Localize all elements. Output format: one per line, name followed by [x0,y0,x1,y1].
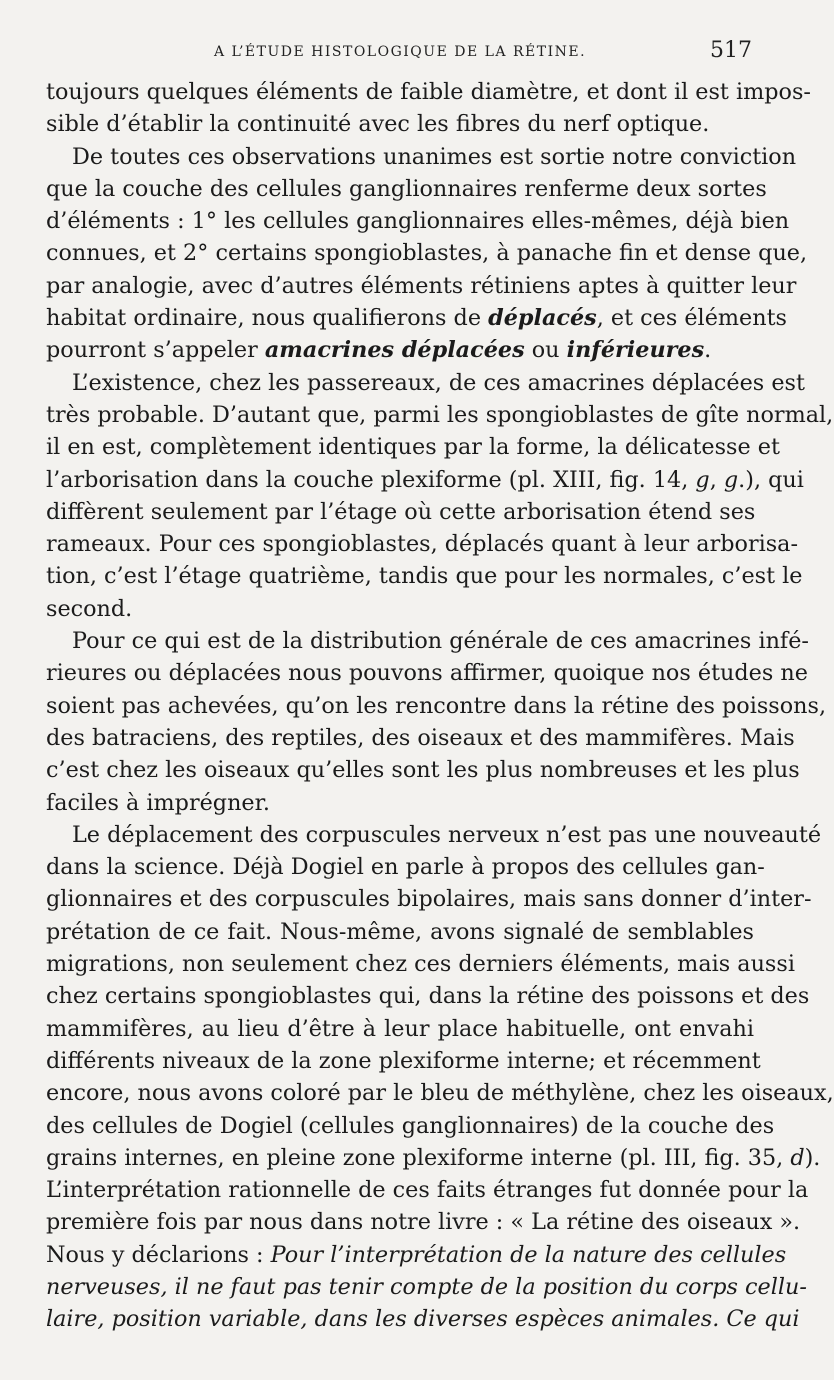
text-run: faciles à imprégner. [46,789,270,816]
text-run: que la couche des cellules ganglionnaires renferme deux sortes [46,175,767,202]
text-run: Nous y déclarions : [46,1241,271,1268]
text-line [46,690,827,722]
text-run: d’éléments : 1° les cellules ganglionnaires elles-mêmes, déjà bien [46,208,790,235]
text-run: il en est, complètement identiques par la forme, la délicatesse et [46,434,780,461]
text-run: prétation de ce fait. Nous-même, avons signalé de semblables [46,918,754,945]
text-line [46,237,808,269]
paragraph [46,76,811,141]
text-run: toujours quelques éléments de faible diamètre, et dont il est impos- [46,79,811,105]
text-line [46,1110,775,1142]
text-run: Le déplacement des corpuscules nerveux n’est pas une nouveauté [72,821,822,848]
text-run: , et ces éléments [596,305,787,332]
text-line [46,334,754,366]
text-line [46,948,795,980]
text-line [46,851,765,883]
text-run: Pour ce qui est de la distribution générale de ces amacrines infé- [72,628,809,655]
text-line [46,1142,821,1174]
emphasis-text: nerveuses, il ne faut pas tenir compte de la position du corps cellu- [46,1273,807,1300]
text-run: De toutes ces observations unanimes est sortie notre conviction [72,143,797,170]
text-run: pourront s’appeler [46,337,265,364]
text-line [46,1303,800,1335]
text-run: L’existence, chez les passereaux, de ces amacrines déplacées est [72,369,805,396]
paragraph [46,367,834,625]
text-line [46,399,834,431]
text-line [46,1045,761,1077]
text-run: ). [804,1144,821,1171]
running-header [46,38,754,66]
text-run: rameaux. Pour ces spongioblastes, déplacés quant à leur arborisa- [46,531,799,558]
text-run: l’arborisation dans la couche plexiforme (pl. XIII, fig. 14, [46,466,696,493]
text-run: tion, c’est l’étage quatrième, tandis que pour les normales, c’est le [46,563,803,590]
text-line [46,173,767,205]
paragraph [46,625,827,819]
emphasis-text: amacrines déplacées [264,337,525,364]
text-run: diffèrent seulement par l’étage où cette arborisation étend ses [46,498,756,525]
text-line [46,108,754,140]
text-run: différents niveaux de la zone plexiforme interne; et récemment [46,1047,761,1074]
text-line [46,431,780,463]
paragraph [46,819,834,1336]
text-line [46,1077,834,1109]
text-line [46,367,805,399]
text-run: très probable. D’autant que, parmi les spongioblastes de gîte normal, [46,401,834,428]
text-run: habitat ordinaire, nous qualifierons de [46,305,489,332]
running-title: A L’ÉTUDE HISTOLOGIQUE DE LA RÉTINE. [213,44,587,60]
text-line [46,1174,809,1206]
text-line [46,593,754,625]
text-run: c’est chez les oiseaux qu’elles sont les plus nombreuses et les plus [46,757,800,784]
text-run: L’interprétation rationnelle de ces faits étranges fut donnée pour la [46,1177,809,1204]
text-line [46,302,787,334]
text-run: ou [524,337,567,364]
text-line [46,754,800,786]
text-line [46,722,795,754]
text-run: grains internes, en pleine zone plexiforme interne (pl. III, fig. 35, [46,1144,791,1171]
text-line [46,883,812,915]
text-line [46,625,809,657]
body-text [46,76,834,1336]
text-run: par analogie, avec d’autres éléments rétiniens aptes à quitter leur [46,272,797,299]
text-line [46,980,810,1012]
text-line [46,1206,801,1238]
text-line [46,916,754,948]
text-run: glionnaires et des corpuscules bipolaires, mais sans donner d’inter- [46,886,812,913]
text-run: . [704,337,712,364]
text-run: des cellules de Dogiel (cellules ganglionnaires) de la couche des [46,1112,775,1139]
text-line [46,819,822,851]
text-line [46,528,799,560]
text-line [46,1239,787,1271]
text-run: rieures ou déplacées nous pouvons affirmer, quoique nos études ne [46,660,808,687]
text-line [46,1013,754,1045]
text-run: des batraciens, des reptiles, des oiseaux et des mammifères. Mais [46,724,795,751]
text-line [46,205,790,237]
text-run: première fois par nous dans notre livre : « La rétine des oiseaux ». [46,1209,801,1236]
text-run: second. [46,595,133,622]
text-run: .), qui [738,466,804,493]
text-line [46,560,803,592]
text-line [46,270,797,302]
emphasis-text: Pour l’interprétation de la nature des cellules [270,1241,787,1268]
page-number: 517 [710,38,752,63]
text-line [46,787,754,819]
text-run: encore, nous avons coloré par le bleu de méthylène, chez les oiseaux, [46,1080,834,1107]
paragraph [46,141,808,367]
text-run: chez certains spongioblastes qui, dans la rétine des poissons et des [46,983,810,1010]
text-line [46,76,811,108]
text-run: connues, et 2° certains spongioblastes, à panache fin et dense que, [46,240,808,267]
text-line [46,464,804,496]
text-run: soient pas achevées, qu’on les rencontre dans la rétine des poissons, [46,692,827,719]
text-run: mammifères, au lieu d’être à leur place habituelle, ont envahi [46,1015,754,1042]
text-run: , [709,466,724,493]
text-run: dans la science. Déjà Dogiel en parle à propos des cellules gan- [46,854,765,881]
text-line [46,657,808,689]
text-run: migrations, non seulement chez ces derniers éléments, mais aussi [46,951,795,978]
text-line [46,1271,807,1303]
emphasis-text: inférieures [566,337,705,364]
emphasis-text: d [790,1144,805,1171]
text-line [46,496,754,528]
emphasis-text: laire, position variable, dans les diverses espèces animales. Ce qui [46,1306,800,1333]
emphasis-text: g [695,466,710,493]
text-line [46,141,797,173]
emphasis-text: déplacés [488,305,597,332]
text-run: sible d’établir la continuité avec les fibres du nerf optique. [46,111,710,138]
emphasis-text: g [723,466,739,493]
